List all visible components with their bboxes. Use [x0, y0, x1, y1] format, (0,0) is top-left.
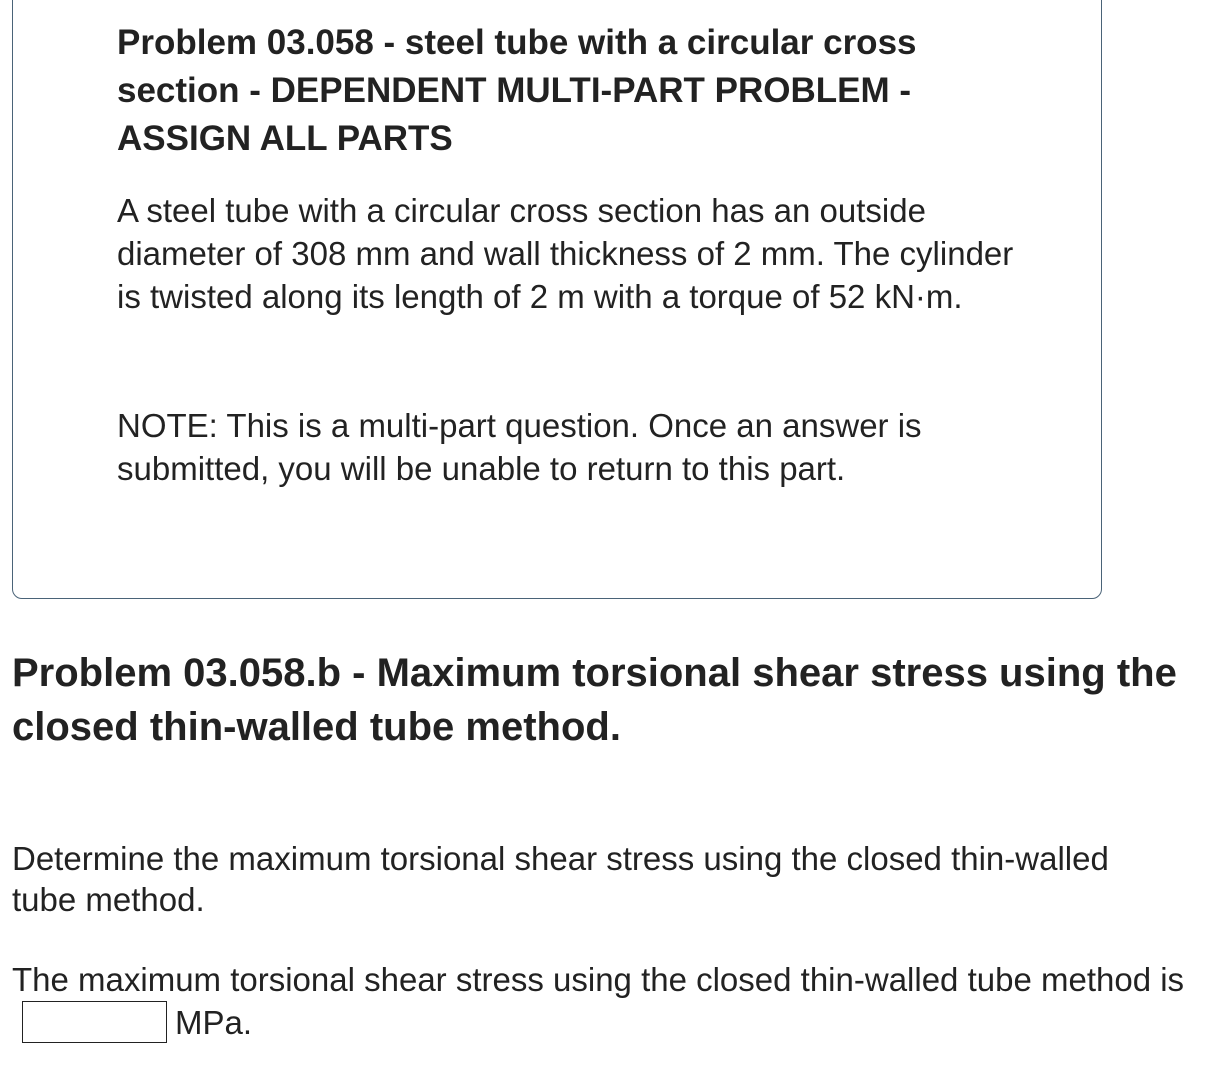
- answer-prefix: The maximum torsional shear stress using the closed thin-walled tube method is: [12, 961, 1185, 998]
- answer-unit: MPa.: [175, 1004, 253, 1041]
- multi-part-note: NOTE: This is a multi-part question. Once an answer is submitted, you will be unable to return to this part.: [117, 407, 922, 487]
- answer-line: [12, 958, 1192, 1044]
- problem-intro-body: A steel tube with a circular cross section has an outside diameter of 308 mm and wall thickness of 2 mm. The cylinder is twisted along its length of 2 m with a torque of 52 kN·m.: [117, 192, 1014, 315]
- problem-intro-card: [12, 0, 1102, 599]
- problem-intro-title: Problem 03.058 - steel tube with a circular cross section - DEPENDENT MULTI-PART PROBLEM - ASSIGN ALL PARTS: [117, 23, 917, 158]
- part-question: Determine the maximum torsional shear stress using the closed thin-walled tube method.: [12, 840, 1109, 918]
- part-title: Problem 03.058.b - Maximum torsional shear stress using the closed thin-walled tube method.: [12, 651, 1177, 749]
- answer-input[interactable]: [22, 1001, 167, 1043]
